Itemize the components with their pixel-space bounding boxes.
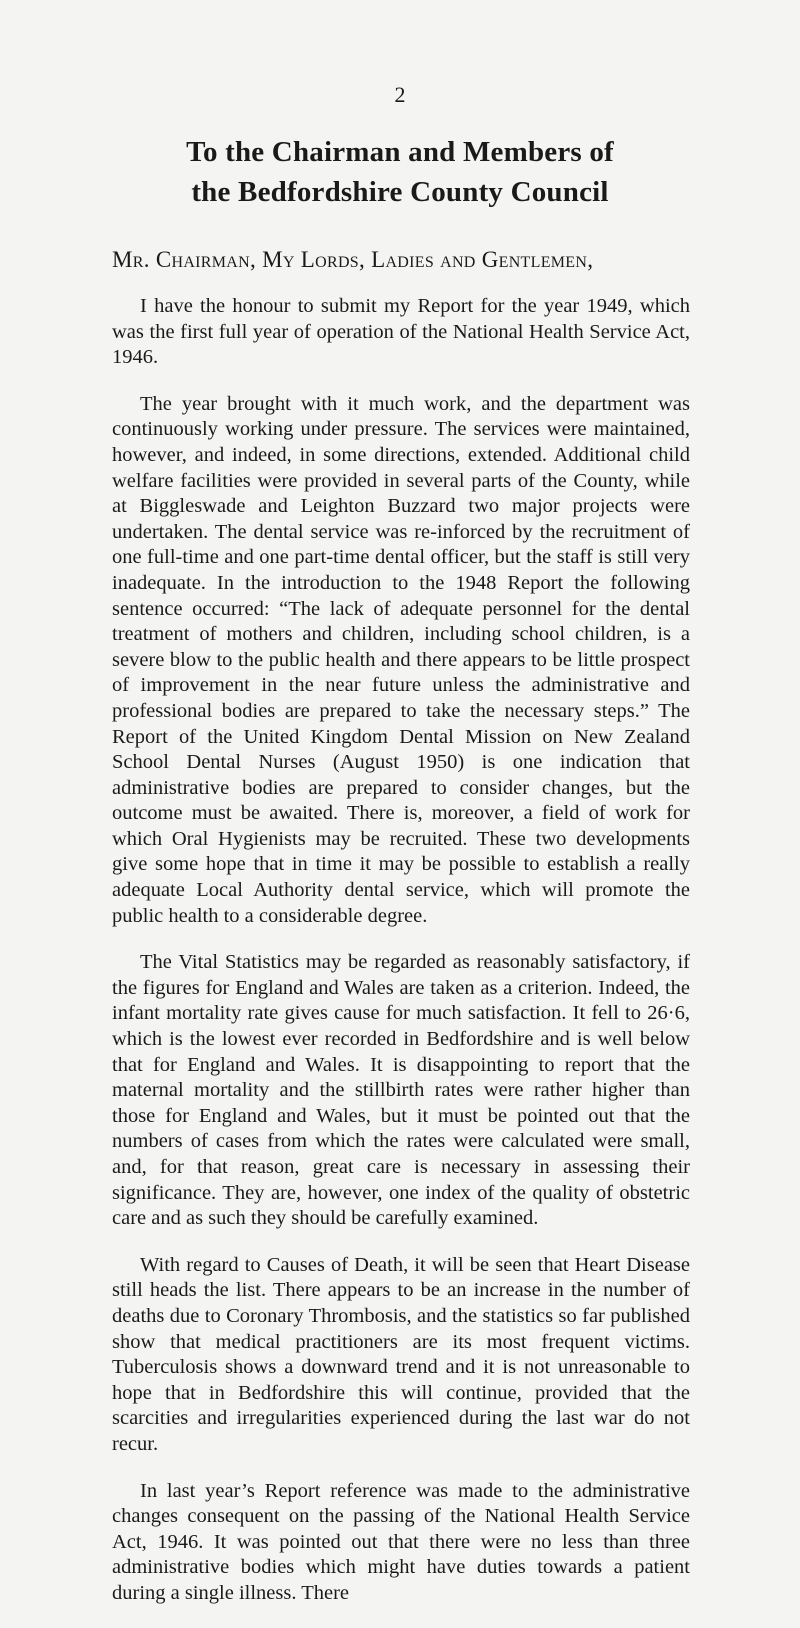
heading-line-1: To the Chairman and Members of (186, 136, 614, 168)
heading-line-2: the Bedfordshire County Council (191, 176, 609, 208)
paragraph-administrative-changes: In last year’s Report reference was made to the administrative changes consequent on the passing of the National Health Service Act, 1946. It was pointed out that there were no less than three administrative bodies which might have duties towards a patient during a single illness. There (112, 1479, 690, 1604)
paragraph-vital-statistics: The Vital Statistics may be regarded as reasonably satisfactory, if the figures for England and Wales are taken as a criterion. Indeed, the infant mortality rate gives cause for much satisfaction. It fell to 26·6, which is the lowest ever recorded in Bedfordshire and is well below that for England and Wales. It is disappointing to report that the maternal mortality and the stillbirth rates were rather higher than those for England and Wales, but it must be pointed out that the numbers of cases from which the rates were calculated were small, and, for that reason, great care is necessary in assessing their significance. They are, however, one index of the quality of obstetric care and as such they should be carefully examined. (112, 951, 690, 1230)
paragraph-intro: I have the honour to submit my Report for the year 1949, which was the first full year of operation of the National Health Service Act, 1946. (112, 295, 690, 369)
paragraph-causes-of-death: With regard to Causes of Death, it will be seen that Heart Disease still heads the list. There appears to be an increase in the number of deaths due to Coronary Thrombosis, and the statistics so far published show that medical practitioners are its most frequent victims. Tuberculosis shows a downward trend and it is not unreasonable to hope that in Bedfordshire this will continue, provided that the scarcities and irregularities experienced during the last war do not recur. (112, 1253, 690, 1455)
paragraph-dental-service: The year brought with it much work, and the department was continuously working under pressure. The services were maintained, however, and indeed, in some directions, extended. Additional child welfare facilities were provided in several parts of the County, while at Biggleswade and Leighton Buzzard two major projects were undertaken. The dental service was re-inforced by the recruitment of one full-time and one part-time dental officer, but the staff is still very inadequate. In the introduction to the 1948 Report the following sentence occurred: “The lack of adequate personnel for the dental treatment of mothers and children, including school children, is a severe blow to the public health and there appears to be little prospect of improvement in the near future unless the administrative and professional bodies are prepared to take the necessary steps.” The Report of the United Kingdom Dental Mission on New Zealand School Dental Nurses (August 1950) is one indication that administrative bodies are prepared to consider changes, but the outcome must be awaited. There is, moreover, a field of work for which Oral Hygienists may be recruited. These two developments give some hope that in time it may be possible to establish a really adequate Local Authority dental service, which will promote the public health to a considerable degree. (112, 392, 690, 927)
salutation: Mr. Chairman, My Lords, Ladies and Gentlemen, (112, 247, 594, 272)
page-number: 2 (394, 82, 406, 107)
report-body (112, 294, 690, 1628)
